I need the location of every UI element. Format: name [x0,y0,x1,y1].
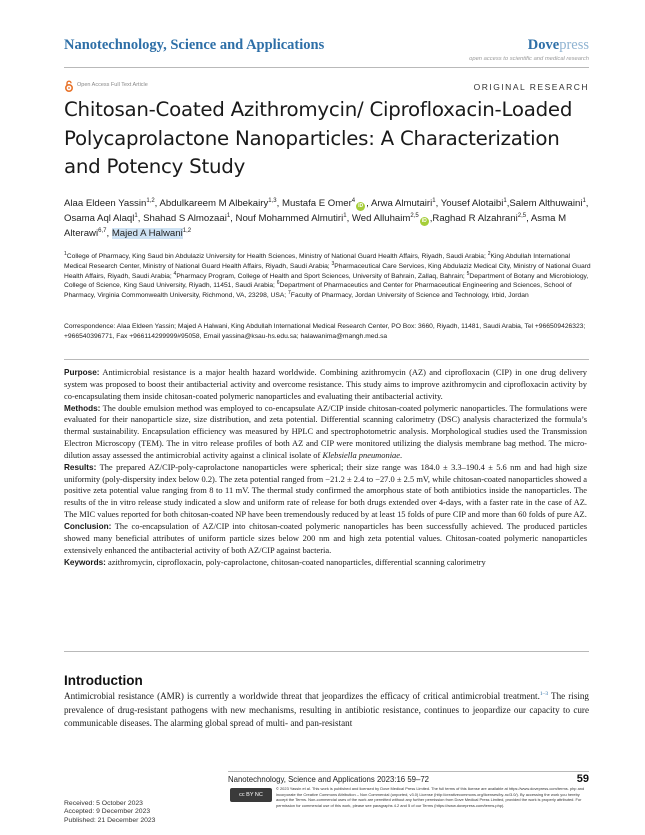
author-name: Shahad S Almozaai [143,212,227,224]
keywords-label: Keywords: [64,557,106,567]
author-separator: , [435,198,441,209]
author-affiliation-ref: 1 [226,212,231,219]
cc-license-badge[interactable]: cc BY NC [230,788,272,802]
header-divider [64,67,589,68]
affiliation-text: Pharmacy Program, College of Health and Sport Sciences, University of Bahrain, Zallaq, Bahrain; [176,272,467,280]
introduction-text-1: Antimicrobial resistance (AMR) is currently a worldwide threat that jeopardizes the efficacy of critical antimicrobial treatment. [64,691,540,701]
author-name: Asma M Alterawi [64,212,567,239]
author-name: Wed Alluhaim [351,212,411,224]
author-affiliation-ref: 1 [432,197,436,204]
conclusion-text: The co-encapsulation of AZ/CIP into chitosan-coated polymeric nanoparticles has been successfully achieved. The produced particles showed many beneficial attributes of uniform particle sizes below 200 nm and high zeta potential values. Chitosan-coated polymeric nanoparticles extensively enhanced the antibacterial activity of both AZ/CIP against bacteria. [64,520,588,555]
journal-name: Nanotechnology, Science and Applications [64,37,325,53]
conclusion-label: Conclusion: [64,521,112,531]
author-name: Alaa Eldeen Yassin [64,198,147,209]
author-name: Osama Aql Alaql [64,212,135,224]
author-separator: , [154,198,160,209]
author-name: Yousef Alotaibi [440,198,504,209]
affiliation-number: 6 [276,280,280,287]
affiliation-number: 3 [331,260,335,267]
introduction-text-2: The rising prevalence of drug-resistant pathogens with new mechanisms, resulting in antibiotic resistance, continues to jeopardize our capacity to cure communicable diseases. The alarming global spread of multi- and pan-resistant [64,691,589,728]
publisher-logo-press: press [559,37,589,53]
affiliation-number: 2 [487,250,491,257]
author-separator: , [526,212,531,224]
author-name: Raghad R Alzahrani [432,212,518,224]
methods-organism: Klebsiella pneumoniae [322,449,401,460]
introduction-paragraph [64,690,589,731]
orcid-icon[interactable]: iD [421,217,427,224]
author-affiliation-ref: 1 [134,212,138,219]
author-affiliation-ref: 1,2 [182,227,192,234]
author-separator: , [366,198,371,209]
author-separator: , [106,227,112,239]
author-affiliation-ref: 4 [351,197,356,204]
author-name: Mustafa E Omer [281,198,352,209]
author-separator: , [276,198,282,209]
author-name: Nouf Mohammed Almutiri [235,212,344,224]
author-name: Abdulkareem M Albekairy [159,198,269,209]
affiliation-number: 4 [173,270,177,277]
affiliation-text: King Abdullah International Medical Research Center, Ministry of National Guard Health Affairs, Riyadh, Saudi Arabia; [64,253,571,270]
article-type: ORIGINAL RESEARCH [473,82,589,92]
affiliation-number: 7 [288,289,291,296]
methods-text: The double emulsion method was employed to co-encapsulate AZ/CIP inside chitosan-coated polymeric nanoparticles. The formulations were evaluated for their nanoparticle size, size distribution, and zeta potential. Differential scanning calorimetry (DSC) analysis characterized the formula’s thermal sustainability. Encapsulation efficiency was measured by HPLC and spectrophotometric analysis. Morphological studies used the Transmission Electron Microscopy (TEM). The in vitro release profiles of both AZ and CIP were monitored utilizing the dialysis membrane bag method. The micro-dilution assay assessed the antimicrobial activity against a clinical isolate of [64,402,587,460]
affiliation-text: Department of Botany and Microbiology, College of Science, King Saud University, Riyadh, 11451, Saudi Arabia; [64,272,589,290]
author-separator: , [585,198,589,209]
author-list [64,197,594,241]
open-access-lock-icon [64,80,74,92]
author-affiliation-ref: 6,7 [98,227,107,234]
author-affiliation-ref: 1,2 [146,197,155,204]
keywords-text: azithromycin, ciprofloxacin, poly-caprolactone, chitosan-coated nanoparticles, differential scanning calorimetry [107,556,486,567]
affiliations [64,252,592,301]
author-affiliation-ref: 2,5 [410,212,419,219]
footer-journal-ref: Nanotechnology, Science and Applications 2023:16 59–72 [228,775,429,784]
affiliation-text: Pharmaceutical Care Services, King Abdulaziz Medical City, Ministry of National Guard Health Affairs, Riyadh, Saudi Arabia; [64,262,591,280]
abstract [64,367,587,568]
affiliation-number: 5 [466,270,470,277]
affiliation-number: 1 [64,250,67,257]
author-separator: , [429,212,433,224]
publisher-logo-dove: Dove [527,37,560,53]
author-separator: , [137,212,144,224]
accepted-date: Accepted: 9 December 2023 [64,808,151,816]
author-separator: , [230,212,236,224]
affiliation-text: College of Pharmacy, King Saud bin Abdulaziz University for Health Sciences, Ministry of National Guard Health Affairs, Riyadh, Saudi Arabia; [66,253,488,260]
affiliation-text: Department of Pharmaceutics and Center for Pharmaceutical Engineering and Sciences, School of Pharmacy, Virginia Commonwealth University, Richmond, VA, 23298, USA; [64,282,572,300]
page-number: 59 [576,773,589,785]
affiliation-text: Faculty of Pharmacy, Jordan University of Science and Technology, Irbid, Jordan [290,292,529,300]
abstract-divider-top [64,359,589,360]
author-affiliation-ref: 1 [343,212,347,219]
purpose-label: Purpose: [64,368,100,377]
author-separator: , [506,198,510,209]
methods-end: . [400,449,403,460]
author-affiliation-ref: 1,3 [268,197,277,204]
author-affiliation-ref: 1 [582,197,586,204]
open-access-label: Open Access Full Text Article [77,82,148,88]
article-title: Chitosan-Coated Azithromycin/ Ciprofloxacin-Loaded Polycaprolactone Nanoparticles: A Characterization and Potency Study [64,98,573,178]
author-name: Salem Althuwaini [509,198,583,209]
results-text: The prepared AZ/CIP-poly-caprolactone nanoparticles were spherical; their size range was 184.0 ± 3.3–190.4 ± 5.6 nm and had high size uniformity (poly-dispersity index below 0.2). The zeta potential ranged from −21.2 ± 2.4 to −27.0 ± 2.5 mV, while chitosan-coated nanoparticles showed a positive zeta potential value ranging from 8 to 11 mV. The thermal study confirmed the amorphous state of both antibiotics inside the nanoparticles. The results of the in vitro release study indicated a slow and uniform rate of release for both drugs extended over 4-days, with a faster rate in the case of AZ. The MIC values reported for both chitosan-coated NP have been tremendously reduced by at least 15 folds of pure CIP and more than 60 folds of pure AZ. [64,461,587,520]
methods-label: Methods: [64,403,101,413]
author-affiliation-ref: 1 [503,197,507,204]
citation-link[interactable]: 1–3 [539,690,549,697]
author-separator: , [346,212,352,224]
correspondence: Correspondence: Alaa Eldeen Yassin; Majed A Halwani, King Abdullah International Medical Research Center, PO Box: 3660, Riyadh, 11481, Saudi Arabia, Tel +966509426323; +966540396771, Fax +966114299999#95058, Email yassina@ksau-hs.edu.sa; halawanima@mangh.med.sa [64,323,586,341]
footer-divider [228,771,589,772]
results-label: Results: [64,462,97,472]
purpose-text: Antimicrobial resistance is a major health hazard worldwide. Combining azithromycin (AZ) and ciprofloxacin (CIP) in one drug delivery system was proposed to boost their antibacterial activity and overcome resistance. This study aims to improve azithromycin and ciprofloxacin activity by co-encapsulating them inside chitosan-coated polymeric nanoparticles and evaluating their antibacterial activity. [64,367,587,401]
publisher-tagline: open access to scientific and medical research [469,56,589,62]
introduction-heading: Introduction [64,673,143,688]
publication-dates [64,800,155,825]
author-affiliation-ref: 2,5 [517,212,527,219]
orcid-icon[interactable]: iD [358,203,364,209]
author-name: Arwa Almutairi [370,198,433,209]
license-text: © 2023 Yassin et al. This work is published and licensed by Dove Medical Press Limited. The full terms of this license are available at https://www.dovepress.com/terms. php and incorporate the Creative Commons Attribution – Non Commercial (unported, v3.0) License (http://creativecommons.org/licenses/by-nc/3.0/). By accessing the work you hereby accept the Terms. Non-commercial uses of the work are permitted without any further permission from Dove Medical Press Limited, provided the work is properly attributed. For permission for commercial use of this work, please see paragraphs 4.2 and 5 of our Terms (https://www.dovepress.com/terms.php). [276,786,585,808]
published-date: Published: 21 December 2023 [64,816,156,824]
publisher-logo [528,37,589,54]
received-date: Received: 5 October 2023 [64,800,143,807]
author-name: Majed A Halwani [111,227,183,239]
abstract-divider-bottom [64,651,589,652]
